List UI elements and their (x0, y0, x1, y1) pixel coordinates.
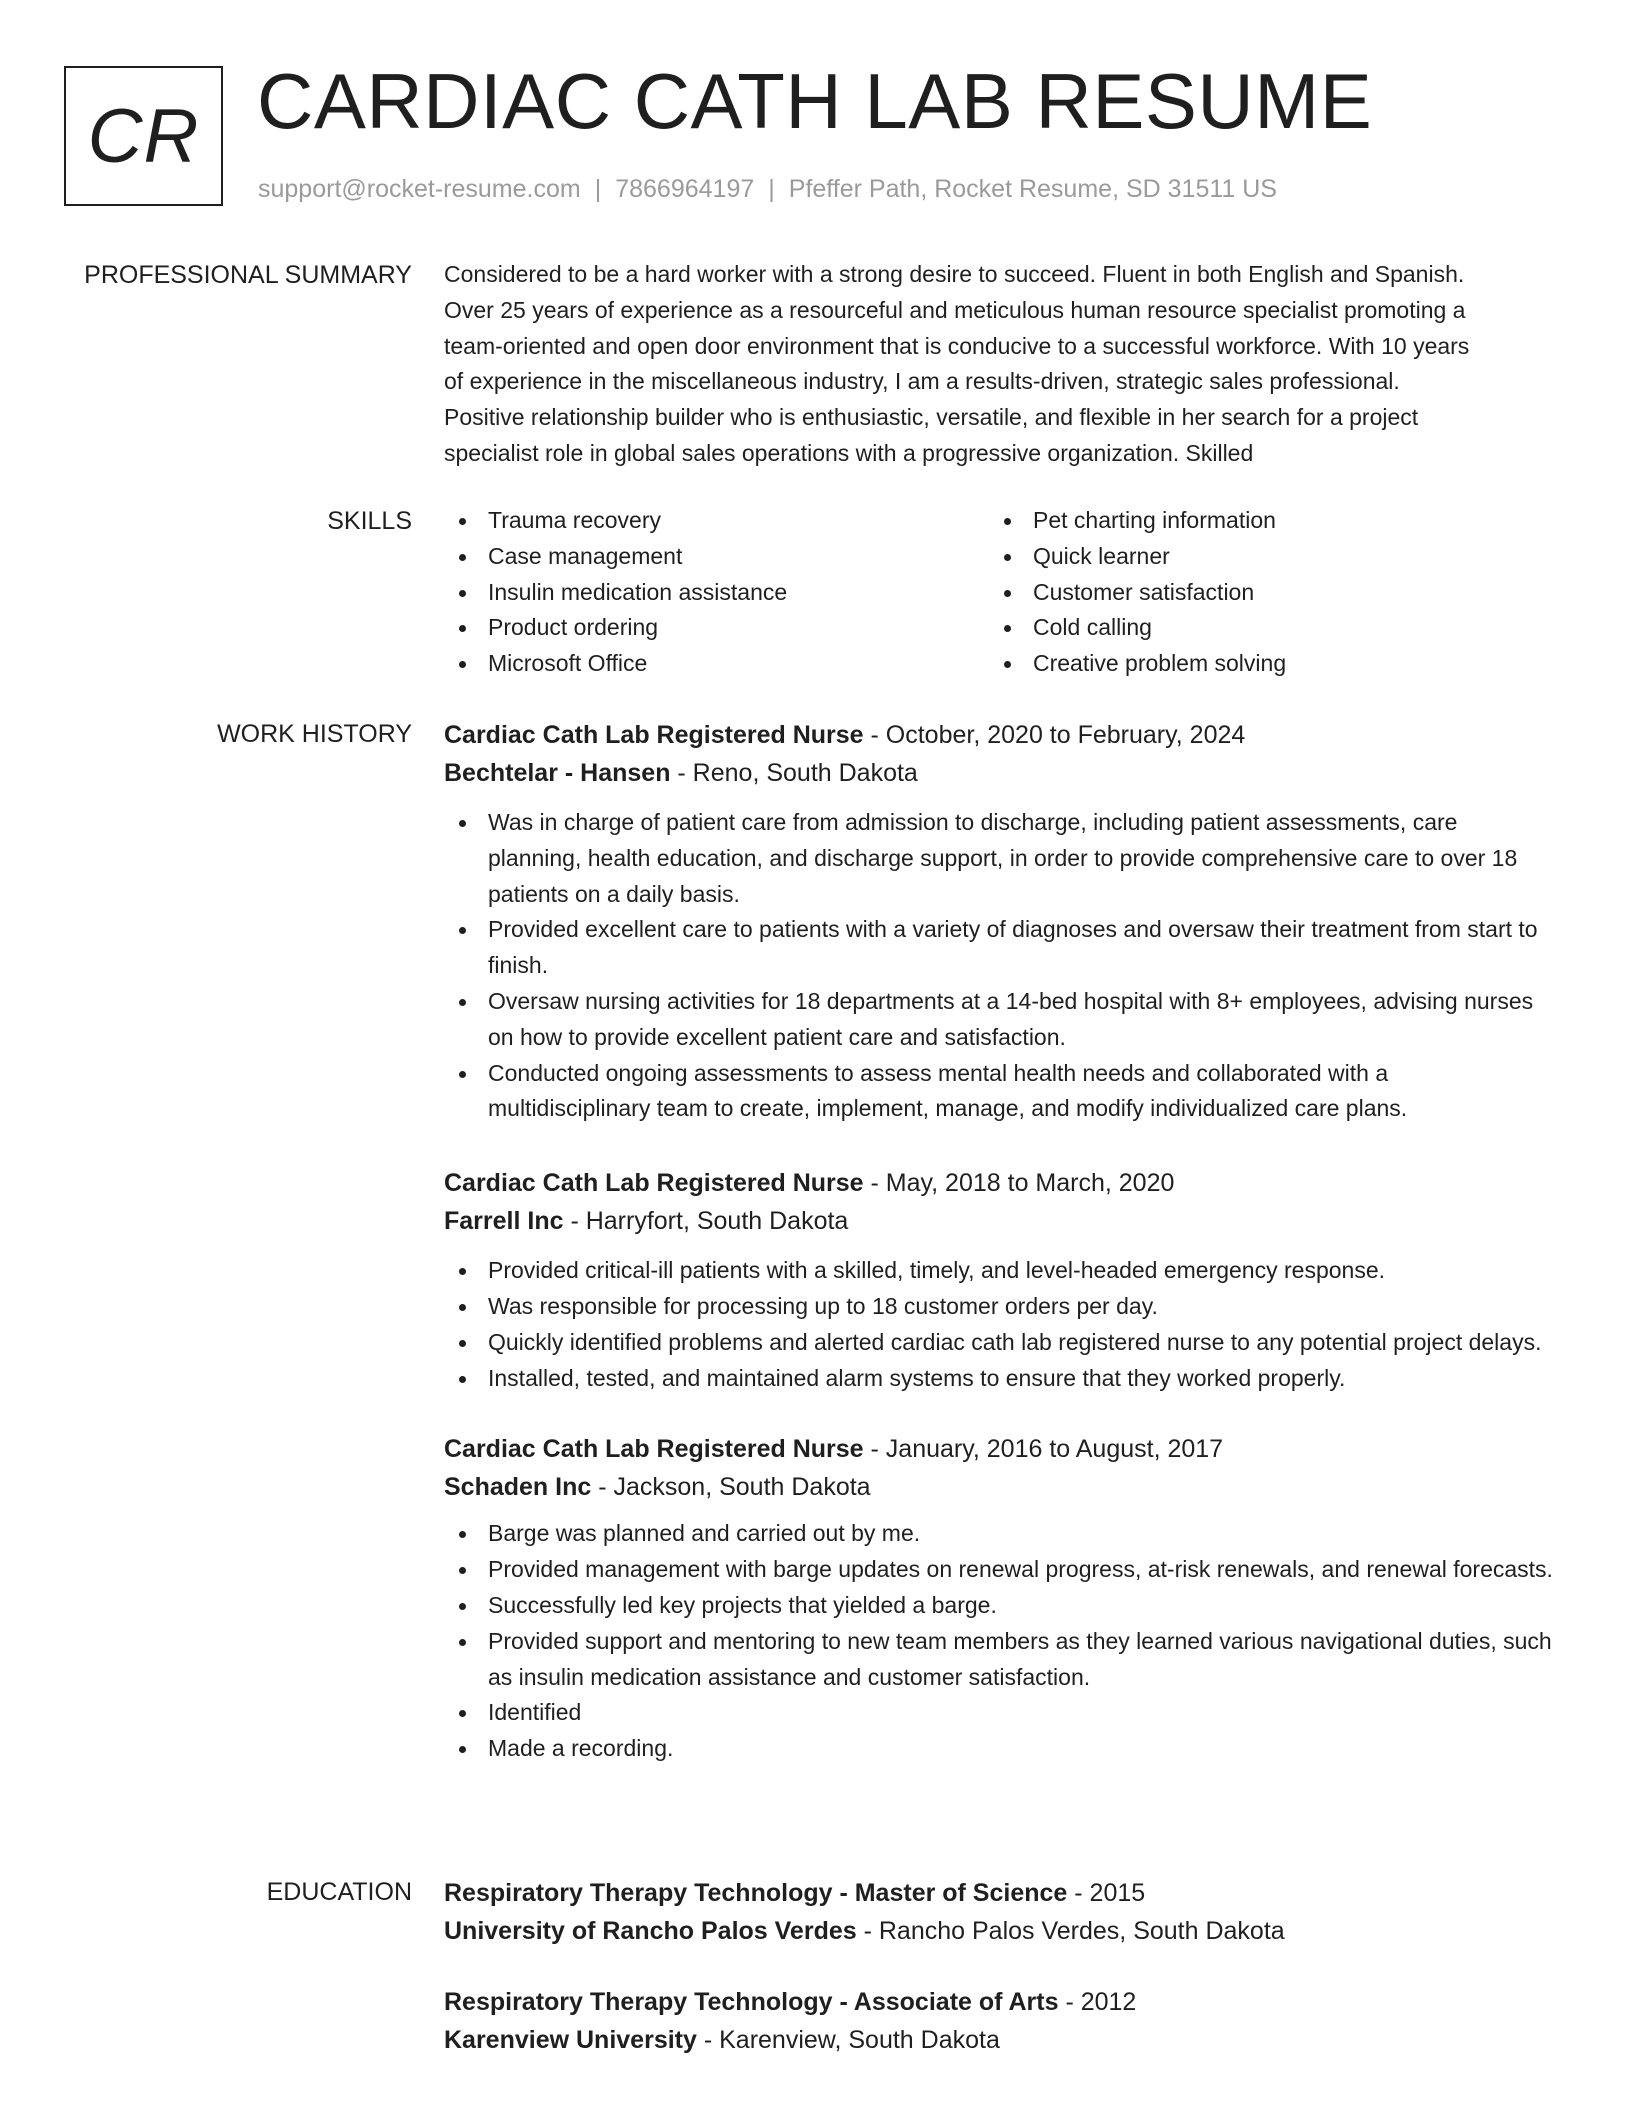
skills-heading: SKILLS (327, 507, 412, 535)
job-company-line (444, 1202, 1554, 1240)
job-bullet: Was responsible for processing up to 18 customer orders per day. (444, 1289, 1554, 1325)
job-bullet: Oversaw nursing activities for 18 departments at a 14-bed hospital with 8+ employees, advising nurses on how to provide excellent patient care and satisfaction. (444, 984, 1554, 1056)
job-bullet: Successfully led key projects that yielded a barge. (444, 1588, 1554, 1624)
contact-separator: | (768, 175, 775, 203)
education-year: - 2012 (1058, 1988, 1137, 2016)
summary-line: Positive relationship builder who is enthusiastic, versatile, and flexible in her search for a project (444, 404, 1419, 431)
job-bullets (444, 1516, 1554, 1767)
job-location: - Reno, South Dakota (670, 759, 918, 787)
job-company: Farrell Inc (444, 1207, 564, 1236)
skill-item: Trauma recovery (444, 503, 989, 539)
education-entry (444, 1983, 1554, 2059)
job-entry (444, 1430, 1554, 1767)
monogram-logo: CR (64, 66, 223, 206)
education-degree: Respiratory Therapy Technology - Master of Science (444, 1879, 1068, 1907)
job-dates: - October, 2020 to February, 2024 (863, 721, 1246, 749)
job-bullet: Provided support and mentoring to new team members as they learned various navigational duties, such as insulin medication assistance and customer satisfaction. (444, 1624, 1554, 1696)
summary-line: Over 25 years of experience as a resourceful and meticulous human resource specialist promoting a (444, 296, 1466, 323)
skills-list (444, 503, 1554, 682)
education-body (444, 1874, 1554, 2059)
job-bullet: Provided critical-ill patients with a skilled, timely, and level-headed emergency response. (444, 1253, 1554, 1289)
job-dates: - May, 2018 to March, 2020 (863, 1169, 1175, 1198)
skills-column-left (444, 503, 989, 682)
job-title-line (444, 1430, 1554, 1468)
resume-title: CARDIAC CATH LAB RESUME (257, 57, 1373, 145)
education-degree: Respiratory Therapy Technology - Associate of Arts (444, 1988, 1059, 2016)
job-bullet: Quickly identified problems and alerted cardiac cath lab registered nurse to any potential project delays. (444, 1325, 1554, 1361)
summary-line: specialist role in global sales operations with a progressive organization. Skilled (444, 439, 1254, 466)
job-bullets (444, 805, 1554, 1127)
job-bullet: Installed, tested, and maintained alarm systems to ensure that they worked properly. (444, 1361, 1554, 1397)
education-school-line (444, 1912, 1554, 1950)
education-degree-line (444, 1983, 1554, 2021)
skill-item: Pet charting information (989, 503, 1534, 539)
job-location: - Jackson, South Dakota (591, 1473, 871, 1502)
education-school: Karenview University (444, 2026, 697, 2054)
education-school: University of Rancho Palos Verdes (444, 1917, 857, 1945)
contact-separator: | (594, 175, 602, 203)
job-bullet: Provided management with barge updates on renewal progress, at-risk renewals, and renewal forecasts. (444, 1552, 1554, 1588)
contact-phone[interactable]: 7866964197 (615, 175, 755, 203)
skill-item: Quick learner (989, 539, 1534, 575)
job-company: Bechtelar - Hansen (444, 759, 671, 787)
skills-column-right (989, 503, 1534, 682)
skill-item: Creative problem solving (989, 646, 1534, 682)
summary-line: of experience in the miscellaneous industry, I am a results-driven, strategic sales professional. (444, 368, 1400, 395)
job-title: Cardiac Cath Lab Registered Nurse (444, 1169, 864, 1198)
job-dates: - January, 2016 to August, 2017 (863, 1435, 1224, 1464)
work-history-body (444, 716, 1554, 1767)
job-entry (444, 716, 1554, 1127)
job-title: Cardiac Cath Lab Registered Nurse (444, 721, 864, 749)
skill-item: Product ordering (444, 610, 989, 646)
job-title-line (444, 716, 1554, 754)
job-bullet: Made a recording. (444, 1731, 1554, 1767)
skill-item: Customer satisfaction (989, 575, 1534, 611)
education-entry (444, 1874, 1554, 1950)
job-company: Schaden Inc (444, 1473, 592, 1502)
education-location: - Karenview, South Dakota (696, 2026, 1000, 2054)
job-company-line (444, 754, 1554, 792)
job-bullet: Barge was planned and carried out by me. (444, 1516, 1554, 1552)
education-location: - Rancho Palos Verdes, South Dakota (856, 1917, 1285, 1945)
summary-heading: PROFESSIONAL SUMMARY (84, 261, 412, 289)
education-heading: EDUCATION (266, 1878, 412, 1906)
contact-email[interactable]: support@rocket-resume.com (258, 175, 581, 203)
education-year: - 2015 (1067, 1879, 1146, 1907)
job-title: Cardiac Cath Lab Registered Nurse (444, 1435, 864, 1464)
job-bullet: Identified (444, 1695, 1554, 1731)
skill-item: Case management (444, 539, 989, 575)
skill-item: Microsoft Office (444, 646, 989, 682)
job-company-line (444, 1468, 1554, 1506)
education-school-line (444, 2021, 1554, 2059)
skill-item: Cold calling (989, 610, 1534, 646)
contact-address: Pfeffer Path, Rocket Resume, SD 31511 US (788, 175, 1277, 203)
job-location: - Harryfort, South Dakota (563, 1207, 849, 1236)
summary-text (444, 257, 1554, 472)
job-bullets (444, 1253, 1554, 1396)
education-degree-line (444, 1874, 1554, 1912)
job-title-line (444, 1164, 1554, 1202)
summary-body (444, 257, 1554, 472)
contact-line (258, 172, 1277, 206)
job-bullet: Was in charge of patient care from admission to discharge, including patient assessments, care planning, health education, and discharge support, in order to provide comprehensive care to over 18 patients on a daily basis. (444, 805, 1554, 912)
job-bullet: Provided excellent care to patients with a variety of diagnoses and oversaw their treatment from start to finish. (444, 912, 1554, 984)
job-bullet: Conducted ongoing assessments to assess mental health needs and collaborated with a multidisciplinary team to create, implement, manage, and modify individualized care plans. (444, 1056, 1554, 1128)
summary-line: team-oriented and open door environment that is conducive to a successful workforce. With 10 years (444, 332, 1470, 359)
work-history-heading: WORK HISTORY (217, 720, 412, 748)
job-entry (444, 1164, 1554, 1396)
skill-item: Insulin medication assistance (444, 575, 989, 611)
summary-line: Considered to be a hard worker with a strong desire to succeed. Fluent in both English and Spanish. (444, 261, 1465, 287)
